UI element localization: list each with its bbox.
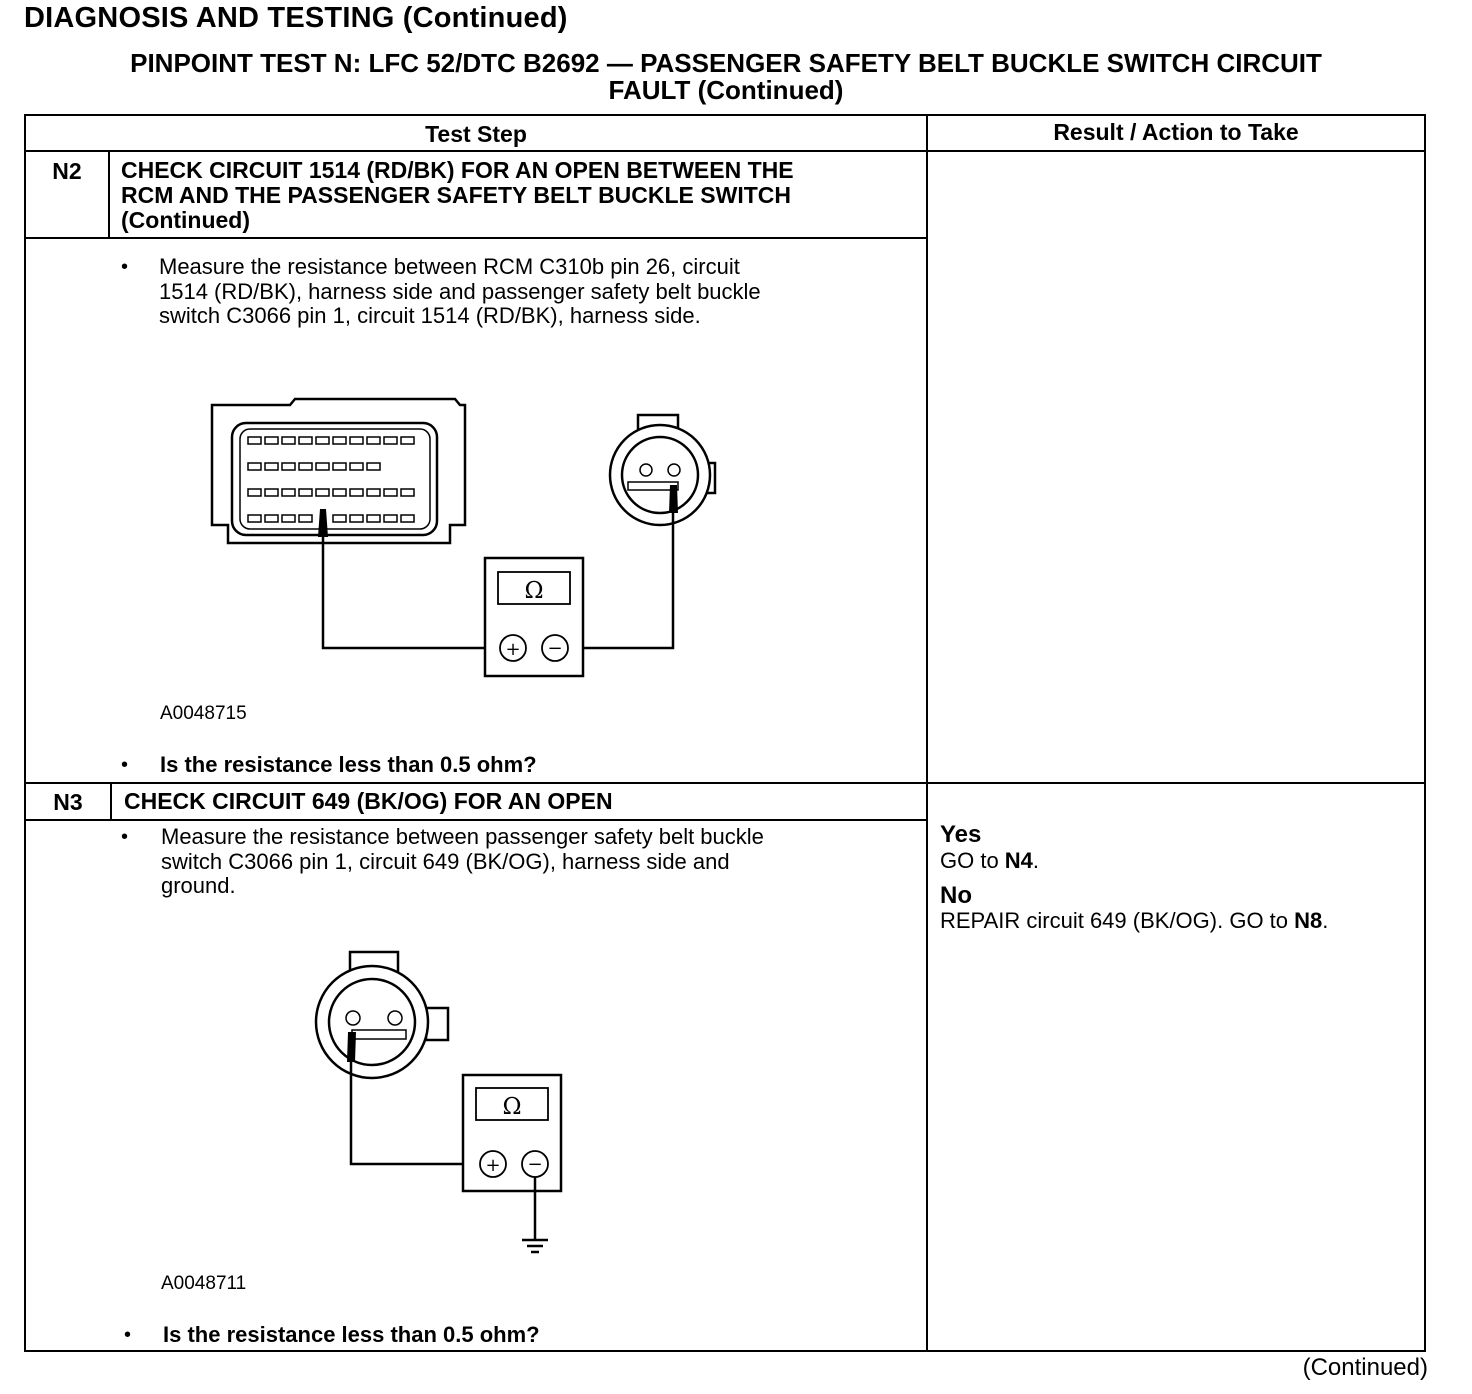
n3-title-divider <box>26 819 926 821</box>
column-header-result: Result / Action to Take <box>1053 119 1299 145</box>
instruction-n2-line1: Measure the resistance between RCM C310b pin 26, circuit <box>159 254 740 279</box>
result-no-prefix: REPAIR circuit 649 (BK/OG). GO to <box>940 908 1295 933</box>
figure-id-n3: A0048711 <box>161 1273 247 1294</box>
result-yes-action <box>940 848 1039 874</box>
ohmmeter-n2-plus: + <box>505 639 521 660</box>
buckle-switch-body <box>610 425 710 525</box>
step-title-n2-line2: RCM AND THE PASSENGER SAFETY BELT BUCKLE SWITCH <box>121 182 791 208</box>
step-title-n3: CHECK CIRCUIT 649 (BK/OG) FOR AN OPEN <box>124 788 613 814</box>
ohmmeter-n3 <box>463 1075 561 1191</box>
pinpoint-test-title-line2: FAULT (Continued) <box>608 75 844 105</box>
bullet-n3-question: • <box>124 1324 132 1346</box>
step-title-n2 <box>121 158 794 233</box>
instruction-n3-line1: Measure the resistance between passenger safety belt buckle <box>161 824 764 849</box>
ohmmeter-n2-symbol: Ω <box>524 578 544 604</box>
instruction-n2-line3: switch C3066 pin 1, circuit 1514 (RD/BK), harness side. <box>159 303 701 328</box>
buckle-switch-body-n3 <box>316 966 428 1078</box>
step-title-n2-line3: (Continued) <box>121 207 251 233</box>
ohmmeter-n2-minus: − <box>547 638 563 659</box>
instruction-n3-line2: switch C3066 pin 1, circuit 649 (BK/OG), harness side and <box>161 848 730 874</box>
result-no-label: No <box>940 882 972 909</box>
n2-title-divider <box>26 237 926 239</box>
column-header-test-step: Test Step <box>425 121 527 147</box>
instruction-n2-line2: 1514 (RD/BK), harness side and passenger safety belt buckle <box>159 278 761 304</box>
ohmmeter-n2 <box>485 558 583 676</box>
result-yes-suffix: . <box>1032 848 1040 873</box>
column-divider <box>926 116 928 1350</box>
buckle-probe-tip <box>669 485 678 513</box>
figure-n3-diagram <box>300 940 580 1260</box>
pinpoint-test-table <box>24 114 1426 1352</box>
step-id-n2: N2 <box>52 158 82 184</box>
n3-id-divider <box>110 784 112 820</box>
continued-footer: (Continued) <box>1302 1354 1428 1381</box>
figure-n2-diagram <box>200 395 730 685</box>
bullet-n2-question: • <box>121 754 129 776</box>
n3-row-divider <box>26 782 1424 784</box>
rcm-pin-rows <box>248 437 414 522</box>
header-divider <box>26 150 1424 152</box>
pinpoint-test-title-line1: PINPOINT TEST N: LFC 52/DTC B2692 — PASSENGER SAFETY BELT BUCKLE SWITCH CIRCUIT <box>130 48 1322 78</box>
buckle-switch-tab-n3 <box>426 1008 448 1040</box>
buckle-probe-tip-n3 <box>347 1032 356 1062</box>
result-no-action <box>940 908 1328 934</box>
n2-id-divider <box>108 152 110 238</box>
step-title-n2-line1: CHECK CIRCUIT 1514 (RD/BK) FOR AN OPEN BETWEEN THE <box>121 157 794 183</box>
result-yes-prefix: GO to <box>940 848 1005 873</box>
rcm-probe-tip <box>318 509 328 537</box>
result-no-suffix: . <box>1322 908 1329 933</box>
ohmmeter-n3-minus: − <box>527 1154 543 1175</box>
step-id-n3: N3 <box>53 789 83 815</box>
question-n3: Is the resistance less than 0.5 ohm? <box>163 1322 540 1347</box>
bullet-n2-instruction: • <box>121 256 129 278</box>
page-heading: DIAGNOSIS AND TESTING (Continued) <box>24 2 568 34</box>
pinpoint-test-title <box>40 50 1412 104</box>
wire-positive <box>323 537 496 648</box>
instruction-n2 <box>159 255 761 329</box>
question-n2: Is the resistance less than 0.5 ohm? <box>160 752 537 777</box>
instruction-n3-line3: ground. <box>161 873 236 898</box>
figure-id-n2: A0048715 <box>160 703 247 724</box>
result-yes-target[interactable]: N4 <box>1004 848 1033 873</box>
result-no-target[interactable]: N8 <box>1294 908 1323 933</box>
instruction-n3 <box>161 825 764 899</box>
rcm-connector-face <box>232 423 437 535</box>
result-yes-label: Yes <box>940 821 982 848</box>
ohmmeter-n3-symbol: Ω <box>502 1094 522 1120</box>
ohmmeter-n3-plus: + <box>485 1155 501 1176</box>
bullet-n3-instruction: • <box>121 826 129 848</box>
